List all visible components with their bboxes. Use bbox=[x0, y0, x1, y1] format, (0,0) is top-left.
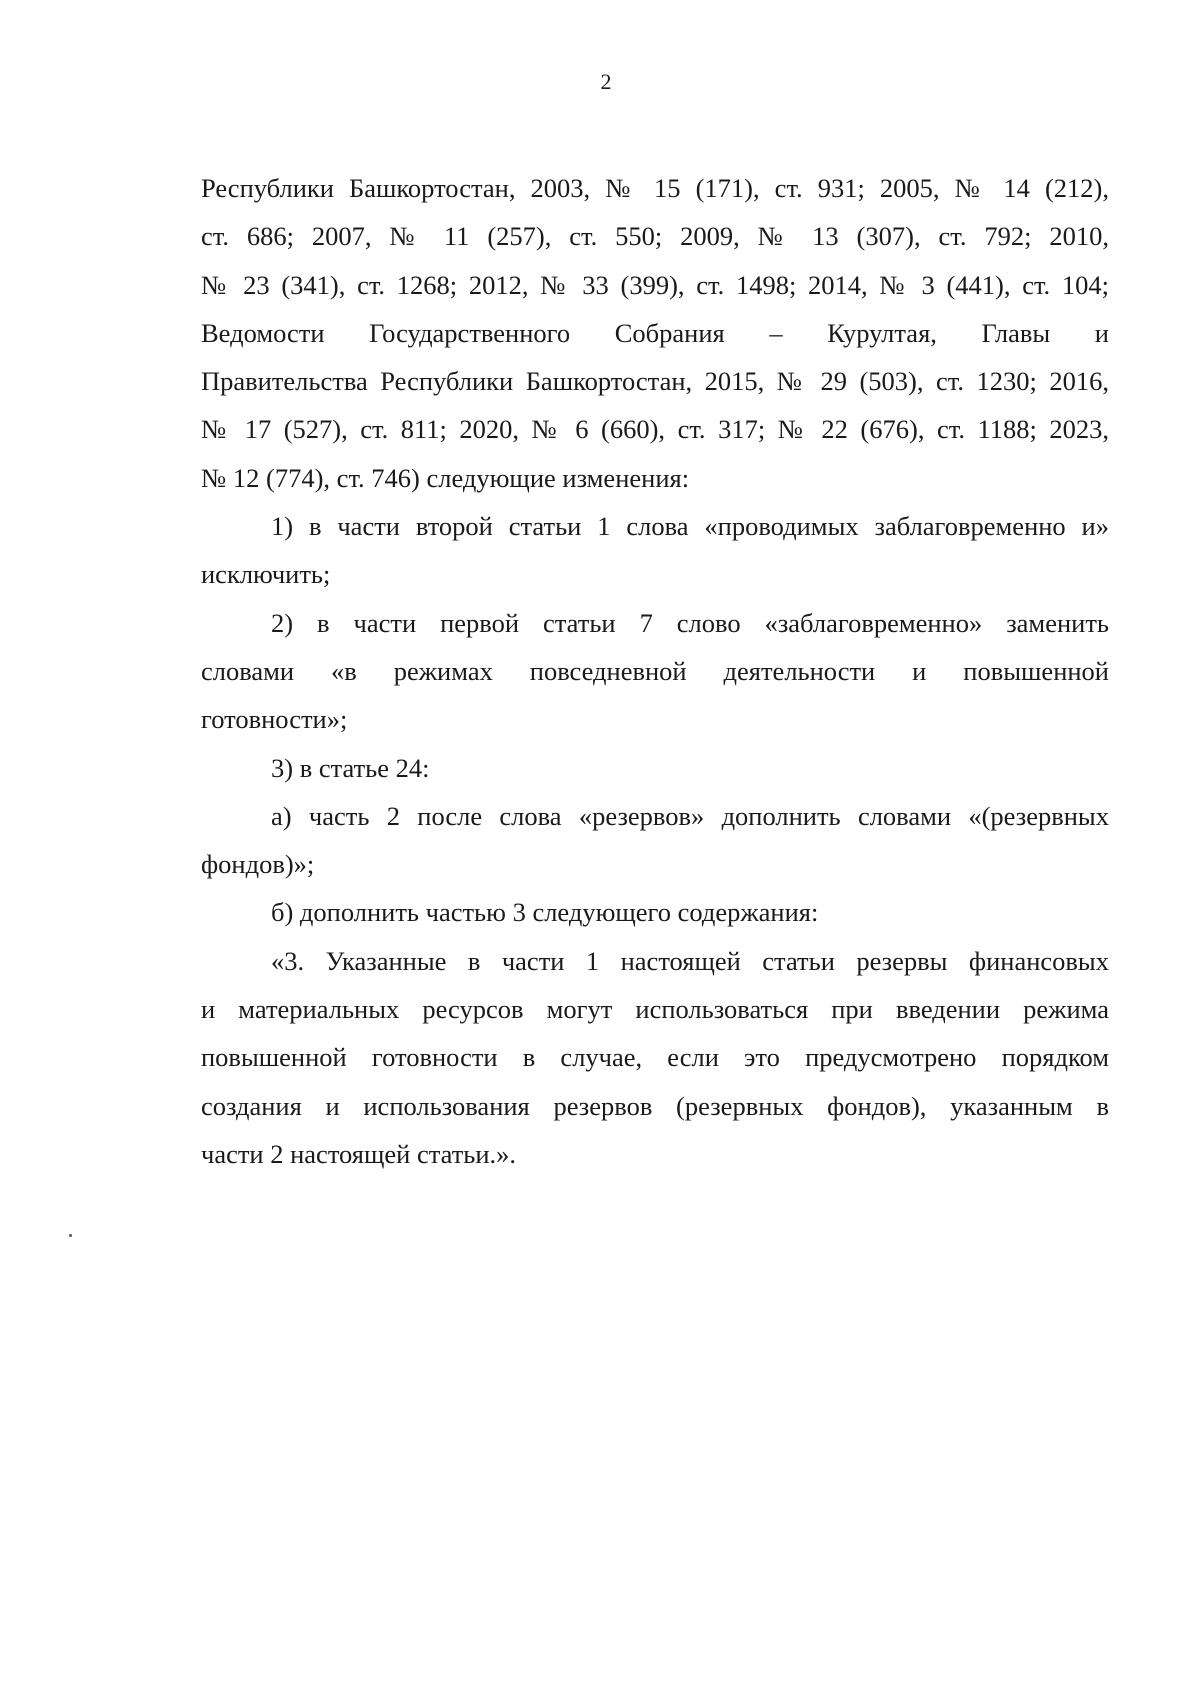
text-line: № 23 (341), ст. 1268; 2012, № 33 (399), ст. 1498; 2014, № 3 (441), ст. 104; bbox=[201, 269, 1109, 300]
text-line: № 17 (527), ст. 811; 2020, № 6 (660), ст. 317; № 22 (676), ст. 1188; 2023, bbox=[201, 414, 1109, 445]
paragraph-item-2 bbox=[201, 599, 1109, 744]
paragraph-item-3 bbox=[201, 744, 1109, 792]
text-line: № 12 (774), ст. 746) следующие изменения: bbox=[201, 462, 690, 493]
text-line: 2) в части первой статьи 7 слово «заблаговременно» заменить bbox=[271, 607, 1109, 638]
text-line: словами «в режимах повседневной деятельности и повышенной bbox=[201, 655, 1109, 686]
text-line: фондов)»; bbox=[201, 849, 315, 880]
page-number: 2 bbox=[600, 69, 612, 94]
paragraph-subitem-a bbox=[201, 792, 1109, 889]
scan-speck bbox=[69, 1234, 72, 1237]
text-line: и материальных ресурсов могут использоваться при введении режима bbox=[201, 994, 1109, 1025]
paragraph-item-1 bbox=[201, 502, 1109, 599]
text-line: части 2 настоящей статьи.». bbox=[201, 1138, 517, 1169]
text-line: ст. 686; 2007, № 11 (257), ст. 550; 2009, № 13 (307), ст. 792; 2010, bbox=[201, 221, 1109, 252]
text-line: Ведомости Государственного Собрания – Курултая, Главы и bbox=[201, 317, 1109, 348]
document-body bbox=[201, 164, 1109, 1178]
paragraph-subitem-b bbox=[201, 888, 1109, 936]
text-line: создания и использования резервов (резервных фондов), указанным в bbox=[201, 1090, 1109, 1121]
text-line: исключить; bbox=[201, 559, 331, 590]
text-line: Республики Башкортостан, 2003, № 15 (171), ст. 931; 2005, № 14 (212), bbox=[201, 173, 1109, 203]
text-line: б) дополнить частью 3 следующего содержания: bbox=[271, 897, 819, 928]
paragraph-continuation bbox=[201, 164, 1109, 502]
text-line: 3) в статье 24: bbox=[271, 752, 430, 783]
text-line: повышенной готовности в случае, если это предусмотрено порядком bbox=[201, 1042, 1109, 1073]
paragraph-quoted-part-3 bbox=[201, 937, 1109, 1178]
text-line: а) часть 2 после слова «резервов» дополнить словами «(резервных bbox=[271, 800, 1109, 831]
text-line: 1) в части второй статьи 1 слова «проводимых заблаговременно и» bbox=[271, 511, 1109, 542]
text-line: готовности»; bbox=[201, 704, 348, 735]
text-line: «3. Указанные в части 1 настоящей статьи резервы финансовых bbox=[271, 945, 1109, 976]
text-line: Правительства Республики Башкортостан, 2015, № 29 (503), ст. 1230; 2016, bbox=[201, 366, 1109, 397]
